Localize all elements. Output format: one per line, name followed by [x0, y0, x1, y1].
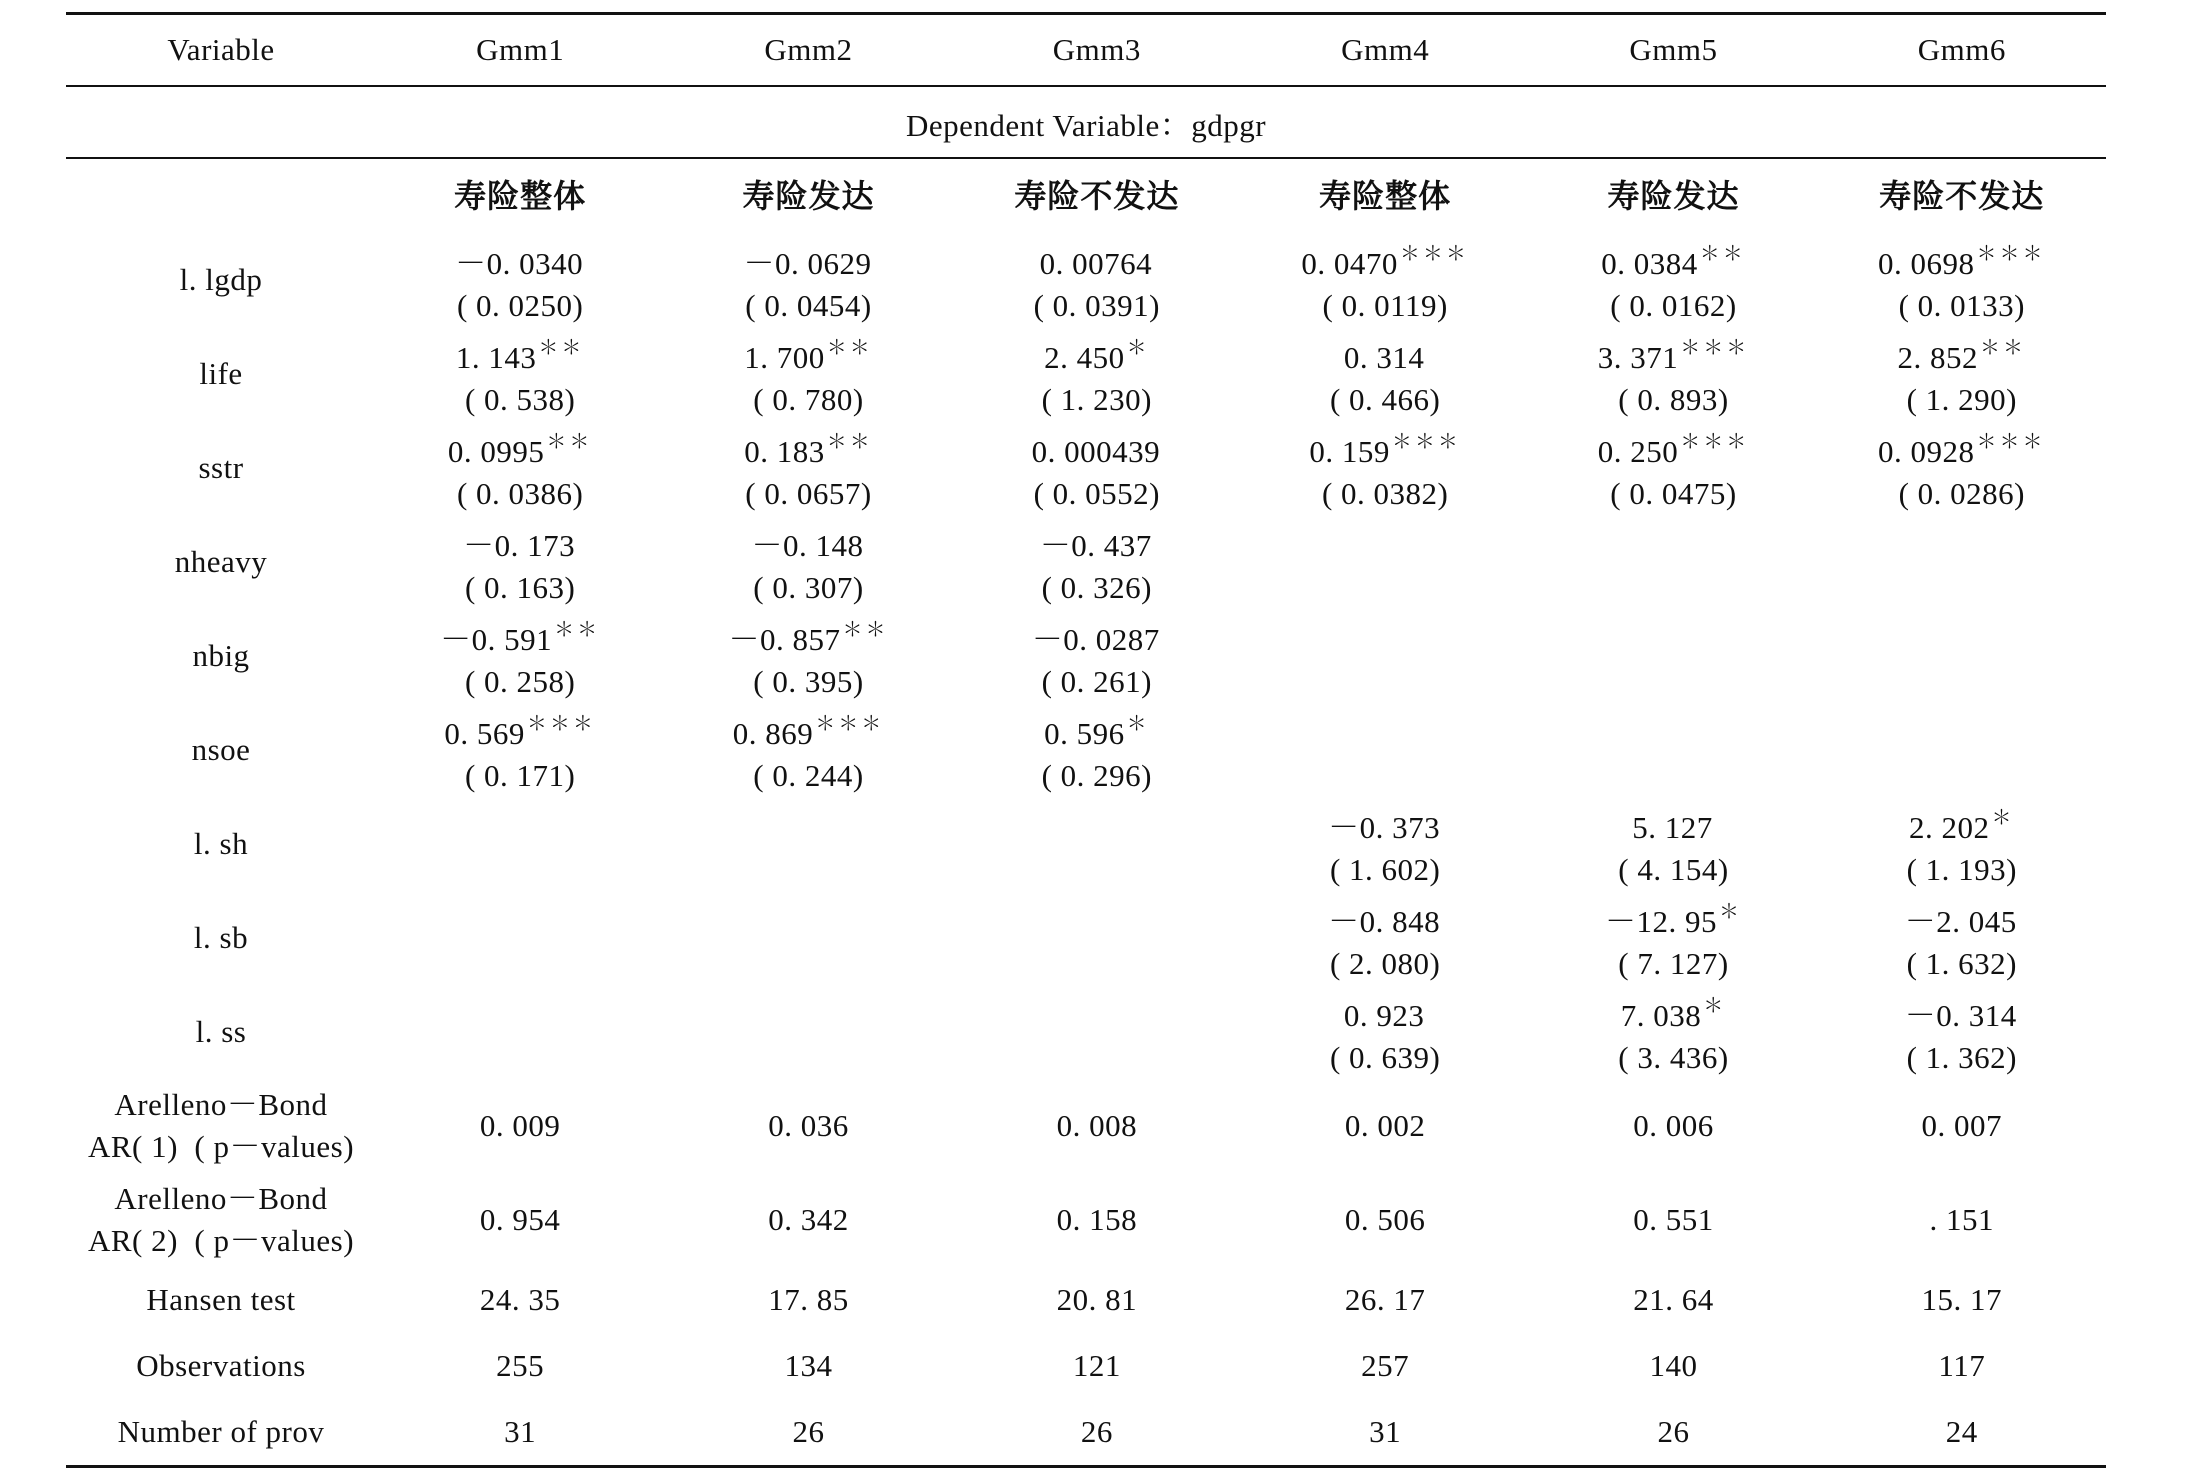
estimate-value: 0. 596 — [1044, 716, 1125, 751]
group-label: 寿险发达 — [742, 177, 875, 215]
variable-rows — [66, 233, 2106, 1079]
standard-error: ( 0. 296) — [1041, 758, 1153, 793]
estimate-value: 0. 0995 — [447, 434, 545, 469]
coef-estimate — [953, 327, 1241, 379]
standard-error: ( 0. 0454) — [745, 288, 872, 323]
coef-estimate — [1241, 536, 1529, 588]
dependent-variable-label: Dependent Variable：gdpgr — [905, 107, 1267, 143]
coef-cell — [1529, 536, 1817, 588]
hansen-row — [66, 1267, 2106, 1333]
prov-value: 26 — [1080, 1414, 1113, 1449]
coef-cell — [664, 703, 952, 797]
variable-row — [66, 515, 2106, 609]
standard-error: ( 1. 230) — [1041, 382, 1153, 417]
coef-cell — [1241, 985, 1529, 1079]
coef-estimate — [1818, 724, 2106, 776]
column-header: Gmm3 — [1052, 32, 1141, 67]
significance-stars: ＊＊＊ — [1391, 431, 1461, 453]
standard-error: ( 3. 436) — [1618, 1040, 1729, 1075]
standard-error: ( 1. 362) — [1906, 1040, 2017, 1075]
variable-header: Variable — [167, 32, 275, 67]
variable-name: nbig — [192, 638, 250, 673]
variable-name: life — [199, 356, 243, 391]
standard-error: ( 0. 893) — [1618, 382, 1729, 417]
coef-estimate — [376, 327, 664, 379]
coef-estimate — [953, 609, 1241, 661]
estimate-value: －0. 373 — [1328, 810, 1441, 845]
significance-stars: ＊＊＊ — [815, 713, 885, 735]
coef-cell — [1818, 630, 2106, 682]
observations-value: 134 — [784, 1348, 833, 1383]
estimate-value: 0. 869 — [732, 716, 814, 751]
coef-cell — [664, 609, 952, 703]
variable-row — [66, 985, 2106, 1079]
significance-stars: ＊＊＊ — [1976, 431, 2046, 453]
significance-stars: ＊＊＊ — [1399, 243, 1469, 265]
group-label: 寿险不发达 — [1014, 177, 1180, 215]
coef-estimate — [953, 703, 1241, 755]
significance-stars: ＊ — [1718, 901, 1742, 923]
hansen-value: 24. 35 — [479, 1282, 561, 1317]
coef-estimate — [664, 327, 952, 379]
coef-estimate — [376, 818, 664, 870]
significance-stars: ＊＊ — [826, 337, 873, 359]
standard-error: ( 0. 639) — [1329, 1040, 1441, 1075]
coef-cell — [953, 1006, 1241, 1058]
ar2-label — [66, 1178, 376, 1262]
observations-value: 121 — [1072, 1348, 1121, 1383]
coef-estimate — [1241, 630, 1529, 682]
standard-error: ( 0. 163) — [464, 570, 576, 605]
coef-cell — [953, 233, 1241, 327]
significance-stars: ＊＊ — [554, 619, 601, 641]
standard-error: ( 1. 632) — [1906, 946, 2017, 981]
coef-estimate — [1529, 724, 1817, 776]
coef-cell — [664, 421, 952, 515]
hansen-label: Hansen test — [146, 1282, 296, 1317]
observations-row — [66, 1333, 2106, 1399]
observations-value: 140 — [1649, 1348, 1698, 1383]
coef-estimate — [1529, 797, 1817, 849]
variable-name: sstr — [198, 450, 244, 485]
ar2-label-line2: AR( 2) ( p－values) — [87, 1223, 355, 1258]
ar1-value: 0. 006 — [1633, 1108, 1714, 1143]
estimate-value: －0. 437 — [1039, 528, 1152, 563]
coef-cell — [1241, 891, 1529, 985]
estimate-value: 2. 852 — [1897, 340, 1979, 375]
coef-cell — [953, 703, 1241, 797]
prov-value: 24 — [1945, 1414, 1978, 1449]
coef-estimate — [1529, 985, 1817, 1037]
ar2-label-line1: Arelleno－Bond — [114, 1181, 328, 1216]
estimate-value: 0. 0698 — [1878, 246, 1975, 281]
hansen-value: 21. 64 — [1633, 1282, 1714, 1317]
standard-error: ( 0. 0552) — [1033, 476, 1161, 511]
coef-cell — [1241, 327, 1529, 421]
standard-error: ( 0. 0133) — [1898, 288, 2025, 323]
estimate-value: 7. 038 — [1620, 998, 1702, 1033]
standard-error: ( 1. 602) — [1329, 852, 1441, 887]
group-label: 寿险整体 — [454, 177, 587, 215]
ar1-label-line1: Arelleno－Bond — [114, 1087, 328, 1122]
estimate-value: －0. 314 — [1904, 998, 2017, 1033]
significance-stars: ＊＊＊ — [526, 713, 596, 735]
estimate-value: －0. 173 — [463, 528, 576, 563]
significance-stars: ＊＊ — [1699, 243, 1746, 265]
column-header: Gmm1 — [476, 32, 565, 67]
standard-error: ( 4. 154) — [1618, 852, 1729, 887]
observations-value: 117 — [1938, 1348, 1986, 1383]
coef-estimate — [953, 818, 1241, 870]
standard-error: ( 2. 080) — [1329, 946, 1441, 981]
standard-error: ( 0. 0382) — [1321, 476, 1449, 511]
variable-name: nsoe — [191, 732, 251, 767]
variable-row — [66, 891, 2106, 985]
coef-cell — [953, 912, 1241, 964]
variable-name: l. ss — [195, 1014, 247, 1049]
ar1-label — [66, 1084, 376, 1168]
standard-error: ( 0. 307) — [753, 570, 864, 605]
hansen-value: 26. 17 — [1344, 1282, 1426, 1317]
coef-cell — [1241, 421, 1529, 515]
group-label: 寿险整体 — [1319, 177, 1452, 215]
coef-estimate — [1529, 630, 1817, 682]
variable-row — [66, 609, 2106, 703]
standard-error: ( 7. 127) — [1618, 946, 1729, 981]
estimate-value: 0. 923 — [1343, 998, 1425, 1033]
estimate-value: 0. 00764 — [1039, 246, 1153, 281]
coef-estimate — [376, 703, 664, 755]
estimate-value: 0. 183 — [744, 434, 825, 469]
coef-cell — [1818, 421, 2106, 515]
coef-estimate — [1529, 327, 1817, 379]
coef-cell — [1529, 233, 1817, 327]
coef-estimate — [1818, 630, 2106, 682]
estimate-value: 1. 143 — [455, 340, 537, 375]
variable-row — [66, 421, 2106, 515]
coef-cell — [664, 1006, 952, 1058]
estimate-value: －0. 591 — [440, 622, 553, 657]
column-header: Gmm6 — [1917, 32, 2006, 67]
coef-estimate — [1818, 421, 2106, 473]
coef-cell — [1529, 724, 1817, 776]
standard-error: ( 0. 0386) — [456, 476, 584, 511]
variable-name: nheavy — [174, 544, 268, 579]
coef-estimate — [376, 609, 664, 661]
ar2-value: . 151 — [1929, 1202, 1995, 1237]
variable-row — [66, 327, 2106, 421]
variable-name: l. sb — [193, 920, 249, 955]
coef-estimate — [953, 515, 1241, 567]
coef-cell — [1818, 536, 2106, 588]
coef-cell — [1818, 327, 2106, 421]
coef-estimate — [664, 703, 952, 755]
observations-value: 255 — [496, 1348, 545, 1383]
estimate-value: －0. 857 — [728, 622, 841, 657]
coef-estimate — [376, 1006, 664, 1058]
coef-estimate — [1241, 233, 1529, 285]
coef-estimate — [376, 912, 664, 964]
standard-error: ( 1. 193) — [1906, 852, 2017, 887]
column-header: Gmm5 — [1629, 32, 1718, 67]
prov-value: 31 — [1369, 1414, 1402, 1449]
ar1-value: 0. 002 — [1344, 1108, 1426, 1143]
standard-error: ( 0. 0119) — [1322, 288, 1448, 323]
estimate-value: 0. 0384 — [1601, 246, 1698, 281]
coef-estimate — [664, 609, 952, 661]
estimate-value: 0. 569 — [444, 716, 525, 751]
coef-cell — [1818, 233, 2106, 327]
coef-cell — [1241, 233, 1529, 327]
coef-cell — [1241, 797, 1529, 891]
estimate-value: 0. 0928 — [1878, 434, 1975, 469]
coef-cell — [1529, 797, 1817, 891]
hansen-value: 17. 85 — [768, 1282, 849, 1317]
ar1-row — [66, 1079, 2106, 1173]
coef-cell — [376, 609, 664, 703]
coef-cell — [1818, 724, 2106, 776]
ar2-value: 0. 551 — [1633, 1202, 1714, 1237]
coef-cell — [376, 912, 664, 964]
coef-estimate — [1241, 891, 1529, 943]
significance-stars: ＊＊ — [538, 337, 585, 359]
estimate-value: －0. 0340 — [455, 246, 584, 281]
coef-estimate — [1529, 233, 1817, 285]
coef-estimate — [664, 818, 952, 870]
coef-cell — [1818, 891, 2106, 985]
estimate-value: －12. 95 — [1604, 904, 1717, 939]
ar1-value: 0. 009 — [479, 1108, 561, 1143]
estimate-value: 2. 202 — [1909, 810, 1990, 845]
coef-cell — [376, 327, 664, 421]
estimate-value: －0. 0287 — [1031, 622, 1160, 657]
coef-estimate — [664, 1006, 952, 1058]
column-header: Gmm2 — [764, 32, 853, 67]
ar2-row — [66, 1173, 2106, 1267]
coef-cell — [376, 818, 664, 870]
ar2-value: 0. 506 — [1344, 1202, 1426, 1237]
variable-row — [66, 703, 2106, 797]
coef-cell — [1818, 797, 2106, 891]
variable-name: l. sh — [193, 826, 249, 861]
prov-label: Number of prov — [117, 1414, 325, 1449]
estimate-value: 5. 127 — [1632, 810, 1713, 845]
group-label: 寿险发达 — [1607, 177, 1740, 215]
coef-estimate — [1818, 985, 2106, 1037]
significance-stars: ＊＊＊ — [1680, 337, 1750, 359]
coef-estimate — [376, 233, 664, 285]
estimate-value: 0. 314 — [1343, 340, 1425, 375]
coef-cell — [953, 327, 1241, 421]
variable-row — [66, 233, 2106, 327]
standard-error: ( 0. 326) — [1041, 570, 1153, 605]
coef-cell — [1529, 327, 1817, 421]
estimate-value: －2. 045 — [1904, 904, 2017, 939]
standard-error: ( 0. 171) — [464, 758, 576, 793]
standard-error: ( 0. 780) — [753, 382, 864, 417]
observations-value: 257 — [1361, 1348, 1410, 1383]
coef-estimate — [1529, 891, 1817, 943]
regression-table — [66, 12, 2106, 1468]
coef-estimate — [1241, 327, 1529, 379]
coef-cell — [1529, 891, 1817, 985]
prov-value: 31 — [504, 1414, 537, 1449]
estimate-value: －0. 0629 — [743, 246, 872, 281]
significance-stars: ＊＊ — [842, 619, 889, 641]
coef-estimate — [664, 515, 952, 567]
coef-estimate — [1241, 421, 1529, 473]
coef-cell — [1241, 536, 1529, 588]
prov-row — [66, 1399, 2106, 1465]
coef-cell — [1241, 630, 1529, 682]
coef-cell — [953, 609, 1241, 703]
estimate-value: 2. 450 — [1044, 340, 1125, 375]
estimate-value: －0. 848 — [1328, 904, 1441, 939]
ar2-value: 0. 954 — [479, 1202, 561, 1237]
coef-cell — [664, 327, 952, 421]
significance-stars: ＊＊ — [546, 431, 593, 453]
coef-cell — [376, 703, 664, 797]
coef-cell — [664, 818, 952, 870]
coef-estimate — [953, 912, 1241, 964]
significance-stars: ＊ — [1126, 337, 1150, 359]
standard-error: ( 0. 0657) — [745, 476, 872, 511]
significance-stars: ＊ — [1703, 995, 1727, 1017]
group-label: 寿险不发达 — [1879, 177, 2045, 215]
standard-error: ( 0. 0475) — [1610, 476, 1737, 511]
coef-cell — [664, 233, 952, 327]
standard-error: ( 0. 0391) — [1033, 288, 1161, 323]
hansen-value: 20. 81 — [1056, 1282, 1138, 1317]
estimate-value: 0. 159 — [1309, 434, 1390, 469]
estimate-value: 3. 371 — [1597, 340, 1679, 375]
prov-value: 26 — [1657, 1414, 1690, 1449]
coef-estimate — [664, 912, 952, 964]
standard-error: ( 0. 0250) — [456, 288, 584, 323]
significance-stars: ＊＊＊ — [1680, 431, 1750, 453]
coef-cell — [1241, 724, 1529, 776]
standard-error: ( 0. 261) — [1041, 664, 1153, 699]
estimate-value: －0. 148 — [751, 528, 864, 563]
coef-cell — [1529, 630, 1817, 682]
ar1-value: 0. 036 — [768, 1108, 849, 1143]
hansen-value: 15. 17 — [1921, 1282, 2003, 1317]
estimate-value: 0. 250 — [1597, 434, 1679, 469]
observations-label: Observations — [136, 1348, 306, 1383]
standard-error: ( 1. 290) — [1906, 382, 2017, 417]
ar2-value: 0. 158 — [1056, 1202, 1138, 1237]
coef-cell — [1818, 985, 2106, 1079]
coef-estimate — [1818, 797, 2106, 849]
coef-cell — [376, 233, 664, 327]
coef-estimate — [1818, 891, 2106, 943]
significance-stars: ＊＊ — [826, 431, 873, 453]
significance-stars: ＊ — [1991, 807, 2015, 829]
coef-cell — [664, 912, 952, 964]
estimate-value: 0. 000439 — [1031, 434, 1161, 469]
coef-estimate — [1241, 724, 1529, 776]
significance-stars: ＊＊＊ — [1976, 243, 2046, 265]
estimate-value: 0. 0470 — [1301, 246, 1398, 281]
ar1-value: 0. 008 — [1056, 1108, 1138, 1143]
variable-row — [66, 797, 2106, 891]
standard-error: ( 0. 244) — [753, 758, 864, 793]
coef-estimate — [1241, 985, 1529, 1037]
group-row — [66, 159, 2106, 233]
column-header: Gmm4 — [1341, 32, 1430, 67]
prov-value: 26 — [792, 1414, 825, 1449]
coef-cell — [376, 1006, 664, 1058]
significance-stars: ＊ — [1126, 713, 1150, 735]
coef-cell — [953, 421, 1241, 515]
coef-cell — [953, 515, 1241, 609]
ar1-value: 0. 007 — [1921, 1108, 2003, 1143]
significance-stars: ＊＊ — [1980, 337, 2027, 359]
coef-estimate — [664, 233, 952, 285]
coef-estimate — [1818, 233, 2106, 285]
estimate-value: 1. 700 — [744, 340, 825, 375]
header-row — [66, 15, 2106, 85]
ar1-label-line2: AR( 1) ( p－values) — [87, 1129, 355, 1164]
standard-error: ( 0. 395) — [753, 664, 864, 699]
coef-estimate — [953, 421, 1241, 473]
coef-estimate — [1529, 536, 1817, 588]
coef-estimate — [953, 1006, 1241, 1058]
coef-cell — [1529, 421, 1817, 515]
standard-error: ( 0. 258) — [464, 664, 576, 699]
coef-estimate — [664, 421, 952, 473]
variable-name: l. lgdp — [179, 262, 263, 297]
coef-cell — [376, 515, 664, 609]
coef-estimate — [1529, 421, 1817, 473]
coef-estimate — [1818, 536, 2106, 588]
standard-error: ( 0. 466) — [1329, 382, 1441, 417]
coef-estimate — [376, 421, 664, 473]
coef-cell — [953, 818, 1241, 870]
standard-error: ( 0. 0162) — [1610, 288, 1737, 323]
standard-error: ( 0. 0286) — [1898, 476, 2025, 511]
standard-error: ( 0. 538) — [464, 382, 576, 417]
coef-cell — [1529, 985, 1817, 1079]
coef-estimate — [1241, 797, 1529, 849]
coef-cell — [664, 515, 952, 609]
ar2-value: 0. 342 — [768, 1202, 849, 1237]
coef-estimate — [376, 515, 664, 567]
coef-estimate — [1818, 327, 2106, 379]
coef-cell — [376, 421, 664, 515]
coef-estimate — [953, 233, 1241, 285]
